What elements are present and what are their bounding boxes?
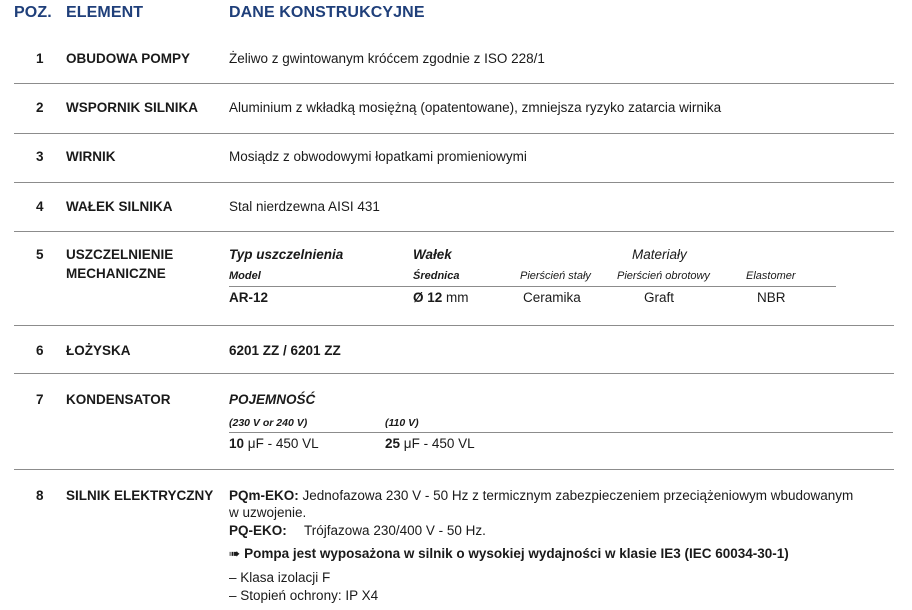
motor-pq-line xyxy=(229,523,486,538)
arrow-icon: ➠ xyxy=(229,546,241,561)
shaft-diameter-value xyxy=(413,290,469,305)
row-number: 1 xyxy=(36,51,44,66)
row-separator xyxy=(14,469,894,470)
column-header-poz: POZ. xyxy=(14,4,52,21)
column-header-element: ELEMENT xyxy=(66,4,144,21)
motor-ie3-text: Pompa jest wyposażona w silnik o wysokiej wydajności w klasie IE3 (IEC 60034-30-1) xyxy=(244,546,789,561)
row-label: OBUDOWA POMPY xyxy=(66,51,191,66)
motor-ie3-line xyxy=(229,546,789,562)
capacitance-value-110 xyxy=(385,436,475,451)
seal-type-header: Typ uszczelnienia xyxy=(229,247,344,262)
seal-model-label: Model xyxy=(229,270,261,282)
capacitance-unit: μF - 450 VL xyxy=(247,436,319,451)
shaft-diameter-unit: mm xyxy=(446,290,469,305)
row-label-line: USZCZELNIENIE xyxy=(66,247,174,262)
capacitance-header: POJEMNOŚĆ xyxy=(229,392,316,407)
row-text: Mosiądz z obwodowymi łopatkami promieniowymi xyxy=(229,149,527,164)
stationary-ring-label: Pierścień stały xyxy=(520,270,591,282)
motor-pqm-text-cont: w uzwojenie. xyxy=(229,505,307,520)
elastomer-value: NBR xyxy=(757,290,786,305)
row-label: WAŁEK SILNIKA xyxy=(66,199,173,214)
row-number: 6 xyxy=(36,343,44,358)
row-separator xyxy=(14,133,894,134)
row-text: Żeliwo z gwintowanym króćcem zgodnie z ISO 228/1 xyxy=(229,51,545,66)
row-number: 3 xyxy=(36,149,44,164)
row-number: 2 xyxy=(36,100,44,115)
stationary-ring-value: Ceramika xyxy=(523,290,581,305)
seal-table-rule xyxy=(229,286,836,287)
row-label: WSPORNIK SILNIKA xyxy=(66,100,199,115)
motor-pq-label: PQ-EKO: xyxy=(229,523,287,538)
row-number: 4 xyxy=(36,199,44,214)
row-number: 5 xyxy=(36,247,44,262)
row-text: 6201 ZZ / 6201 ZZ xyxy=(229,343,341,358)
motor-pqm-label: PQm-EKO: xyxy=(229,488,299,503)
row-label: WIRNIK xyxy=(66,149,116,164)
row-number: 7 xyxy=(36,392,44,407)
row-label xyxy=(66,245,173,283)
shaft-diameter-number: Ø 12 xyxy=(413,290,443,305)
shaft-diameter-label: Średnica xyxy=(413,270,460,282)
row-label: KONDENSATOR xyxy=(66,392,171,407)
capacitance-number: 10 xyxy=(229,436,245,451)
row-label: SILNIK ELEKTRYCZNY xyxy=(66,488,214,503)
rotating-ring-label: Pierścień obrotowy xyxy=(617,270,710,282)
capacitance-value-230 xyxy=(229,436,319,451)
row-separator xyxy=(14,182,894,183)
capacitor-table-rule xyxy=(229,432,893,433)
shaft-header: Wałek xyxy=(413,247,452,262)
capacitance-number: 25 xyxy=(385,436,401,451)
seal-model-value: AR-12 xyxy=(229,290,269,305)
motor-insulation-class: – Klasa izolacji F xyxy=(229,570,331,585)
motor-pq-text: Trójfazowa 230/400 V - 50 Hz. xyxy=(304,523,486,538)
row-separator xyxy=(14,325,894,326)
elastomer-label: Elastomer xyxy=(746,270,796,282)
materials-header: Materiały xyxy=(632,247,687,262)
motor-pqm-line xyxy=(229,488,853,503)
row-number: 8 xyxy=(36,488,44,503)
voltage-label-110: (110 V) xyxy=(385,417,419,429)
row-text: Stal nierdzewna AISI 431 xyxy=(229,199,380,214)
row-separator xyxy=(14,231,894,232)
row-label-line: MECHANICZNE xyxy=(66,266,166,281)
capacitance-unit: μF - 450 VL xyxy=(403,436,475,451)
motor-pqm-text: Jednofazowa 230 V - 50 Hz z termicznym zabezpieczeniem przeciążeniowym wbudowanym xyxy=(302,488,854,503)
row-label: ŁOŻYSKA xyxy=(66,343,131,358)
voltage-label-230: (230 V or 240 V) xyxy=(229,417,308,429)
column-header-dane: DANE KONSTRUKCYJNE xyxy=(229,4,425,21)
row-separator xyxy=(14,83,894,84)
row-text: Aluminium z wkładką mosiężną (opatentowane), zmniejsza ryzyko zatarcia wirnika xyxy=(229,100,722,115)
rotating-ring-value: Graft xyxy=(644,290,675,305)
row-separator xyxy=(14,373,894,374)
motor-protection-rating: – Stopień ochrony: IP X4 xyxy=(229,588,379,603)
